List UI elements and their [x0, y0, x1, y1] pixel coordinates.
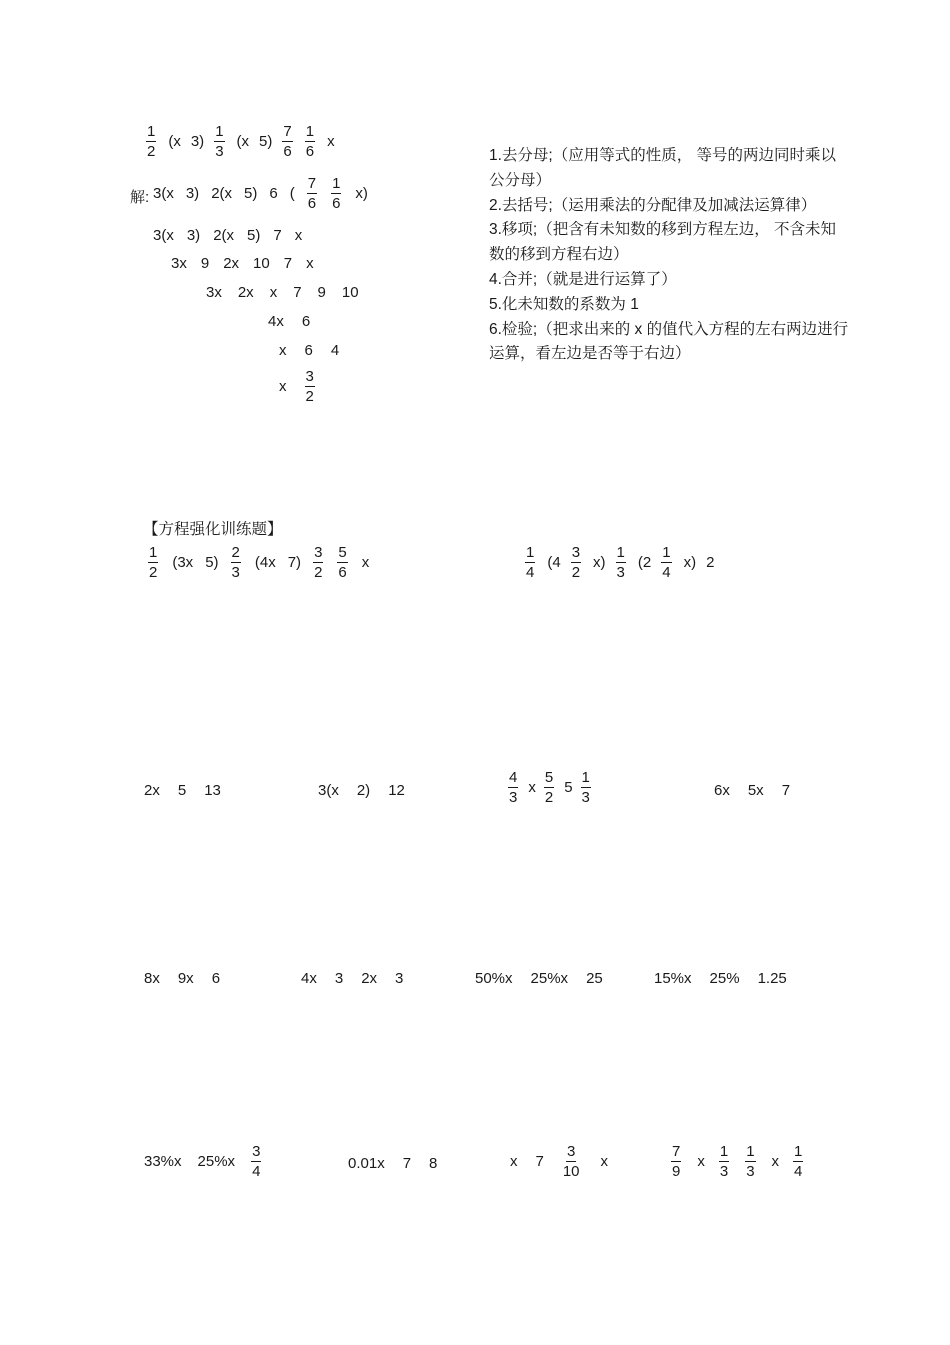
exercise	[523, 545, 714, 580]
math-token: 10	[253, 255, 270, 272]
fraction-numerator: 1	[616, 544, 625, 561]
fraction	[616, 545, 626, 580]
fraction	[671, 1144, 681, 1179]
math-token: 0.01x	[348, 1155, 385, 1172]
math-token: 33%x	[144, 1153, 182, 1170]
math-token: 6	[301, 313, 311, 330]
exercise	[506, 770, 593, 805]
math-token: 6	[269, 185, 278, 202]
fraction-denominator: 2	[314, 564, 323, 581]
math-token: x	[294, 227, 303, 244]
fraction-numerator: 1	[149, 544, 158, 561]
math-token: 5)	[247, 227, 261, 244]
fraction	[305, 124, 315, 159]
math-token: 5x	[747, 782, 764, 799]
fraction-denominator: 3	[746, 1163, 755, 1180]
solution-step	[153, 227, 302, 244]
math-token: x	[279, 342, 287, 359]
fraction	[231, 545, 241, 580]
math-token: 7	[273, 227, 282, 244]
fraction-denominator: 4	[662, 564, 671, 581]
math-token: x	[600, 1153, 609, 1170]
math-token: x	[771, 1153, 780, 1170]
fraction-denominator: 2	[147, 143, 156, 160]
fraction-denominator: 9	[672, 1163, 681, 1180]
math-token: 6	[211, 970, 221, 987]
exercise	[318, 782, 405, 799]
fraction-denominator: 10	[562, 1163, 580, 1180]
math-token: 3(x	[153, 185, 174, 202]
math-token: 25	[586, 970, 603, 987]
math-token: x	[361, 554, 370, 571]
math-token: 2	[706, 554, 715, 571]
fraction-numerator: 7	[307, 175, 317, 192]
math-token: 12	[388, 782, 405, 799]
fraction-denominator: 3	[509, 789, 518, 806]
fraction-numerator: 3	[252, 1143, 261, 1160]
exercise	[144, 1144, 263, 1179]
fraction	[307, 176, 317, 211]
solution-step	[171, 255, 314, 272]
math-token: 8x	[144, 970, 160, 987]
math-token: 5	[177, 782, 187, 799]
math-token: 3(x	[153, 227, 174, 244]
fraction-denominator: 6	[305, 143, 315, 160]
math-token: x	[306, 255, 314, 272]
math-token: 2(x	[213, 227, 235, 244]
math-token: 3)	[190, 133, 205, 150]
exercise	[144, 970, 220, 987]
fraction-denominator: 2	[305, 388, 314, 405]
math-token: x)	[355, 185, 368, 202]
fraction-denominator: 2	[544, 789, 554, 806]
fraction-numerator: 1	[332, 175, 341, 192]
fraction-denominator: 3	[616, 564, 625, 581]
method-step-6: 6.检验;（把求出来的 x 的值代入方程的左右两边进行运算，看左边是否等于右边）	[489, 320, 849, 363]
math-token: 7)	[287, 554, 302, 571]
solution-step	[279, 369, 317, 404]
fraction	[745, 1144, 755, 1179]
fraction-numerator: 3	[567, 1143, 576, 1160]
fraction-denominator: 2	[149, 564, 158, 581]
math-token: 7	[293, 284, 302, 301]
fraction	[525, 545, 535, 580]
fraction-denominator: 4	[252, 1163, 261, 1180]
math-token: 4x	[301, 970, 317, 987]
math-token: (x	[168, 133, 181, 150]
fraction-numerator: 1	[305, 123, 315, 140]
fraction-denominator: 3	[215, 143, 224, 160]
fraction	[148, 545, 158, 580]
math-token: 4	[330, 342, 340, 359]
exercise	[714, 782, 790, 799]
solution-step	[206, 284, 359, 301]
math-token: (4x	[254, 554, 276, 571]
math-token: x	[510, 1153, 518, 1170]
math-token: 5)	[244, 185, 258, 202]
method-step-4: 4.合并;（就是进行运算了）	[489, 270, 677, 288]
fraction-numerator: 1	[746, 1143, 755, 1160]
math-token: (4	[547, 554, 561, 571]
fraction-denominator: 2	[571, 564, 581, 581]
math-token: x	[269, 284, 278, 301]
math-token: 2x	[361, 970, 378, 987]
fraction	[331, 176, 341, 211]
exercise	[348, 1155, 437, 1172]
math-token: 3(x	[318, 782, 339, 799]
exercise	[144, 782, 221, 799]
math-token: (3x	[172, 554, 194, 571]
math-token: 50%x	[475, 970, 513, 987]
solution-step	[268, 313, 310, 330]
fraction-numerator: 1	[662, 544, 671, 561]
math-token: 7	[283, 255, 293, 272]
math-token: 9x	[177, 970, 194, 987]
fraction	[251, 1144, 261, 1179]
fraction	[571, 545, 581, 580]
fraction-denominator: 3	[231, 564, 240, 581]
fraction	[214, 124, 224, 159]
fraction-numerator: 1	[526, 544, 535, 561]
fraction	[305, 369, 315, 404]
math-token: x)	[683, 554, 697, 571]
example-equation	[144, 124, 335, 159]
math-token: (2	[637, 554, 652, 571]
fraction	[313, 545, 323, 580]
math-token: 25%x	[197, 1153, 236, 1170]
fraction-denominator: 6	[283, 143, 292, 160]
fraction-denominator: 6	[307, 195, 317, 212]
fraction	[562, 1144, 581, 1179]
fraction-numerator: 7	[283, 123, 292, 140]
fraction	[661, 545, 671, 580]
exercise	[475, 970, 603, 987]
math-token: 2x	[223, 255, 240, 272]
fraction-numerator: 1	[215, 123, 224, 140]
method-steps	[489, 144, 851, 367]
fraction	[337, 545, 347, 580]
math-token: 25%	[709, 970, 740, 987]
math-token: 2x	[144, 782, 160, 799]
fraction	[508, 770, 518, 805]
math-token: 8	[429, 1155, 438, 1172]
math-token: 9	[200, 255, 210, 272]
math-token: 3x	[206, 284, 222, 301]
fraction	[581, 770, 591, 805]
section-title: 【方程强化训练题】	[143, 521, 283, 538]
fraction-numerator: 1	[719, 1143, 729, 1160]
math-token: 1.25	[757, 970, 787, 987]
math-token: (x	[236, 133, 250, 150]
math-token: (	[289, 185, 295, 202]
fraction-denominator: 6	[338, 564, 347, 581]
math-token: 3)	[186, 227, 201, 244]
fraction-numerator: 7	[672, 1143, 681, 1160]
math-token: 6	[304, 342, 313, 359]
fraction	[719, 1144, 729, 1179]
exercise	[654, 970, 787, 987]
exercise	[146, 545, 369, 580]
math-token: 3)	[185, 185, 200, 202]
method-step-1: 1.去分母;（应用等式的性质， 等号的两边同时乘以公分母）	[489, 147, 837, 189]
math-token: x	[528, 779, 536, 796]
math-token: x)	[593, 554, 606, 571]
math-token: 25%x	[530, 970, 569, 987]
math-token: 2x	[237, 284, 254, 301]
math-token: 7	[402, 1155, 412, 1172]
math-token: x	[697, 1153, 705, 1170]
fraction-numerator: 1	[147, 123, 156, 140]
fraction-denominator: 3	[581, 789, 590, 806]
math-token: x	[327, 133, 335, 150]
fraction-numerator: 5	[338, 544, 347, 561]
fraction-numerator: 3	[571, 544, 581, 561]
math-token: 9	[317, 284, 326, 301]
math-token: 3	[334, 970, 344, 987]
fraction-numerator: 2	[231, 544, 240, 561]
fraction	[544, 770, 554, 805]
solution-label: 解:	[130, 189, 150, 206]
fraction-denominator: 4	[794, 1163, 803, 1180]
method-step-3: 3.移项;（把含有未知数的移到方程左边， 不含未知数的移到方程右边）	[489, 221, 837, 264]
fraction-numerator: 5	[544, 769, 554, 786]
fraction-numerator: 3	[314, 544, 323, 561]
math-token: 2)	[356, 782, 371, 799]
exercise	[510, 1144, 608, 1179]
math-token: 7	[781, 782, 791, 799]
fraction-numerator: 3	[305, 368, 314, 385]
solution-step	[279, 342, 339, 359]
fraction	[282, 124, 292, 159]
math-token: 2(x	[211, 185, 233, 202]
math-token: 3	[395, 970, 404, 987]
fraction	[146, 124, 156, 159]
math-token: 5)	[205, 554, 219, 571]
solution-step	[153, 176, 368, 211]
exercise	[301, 970, 403, 987]
math-token: 5)	[259, 133, 273, 150]
fraction-numerator: 1	[794, 1143, 803, 1160]
math-token: 5	[564, 779, 573, 796]
math-token: x	[279, 378, 287, 395]
math-token: 7	[535, 1153, 544, 1170]
math-token: 10	[341, 284, 359, 301]
math-token: 15%x	[654, 970, 692, 987]
math-token: 13	[204, 782, 221, 799]
method-step-5: 5.化未知数的系数为 1	[489, 295, 639, 313]
math-token: 6x	[714, 782, 730, 799]
method-step-2: 2.去括号;（运用乘法的分配律及加减法运算律）	[489, 196, 817, 214]
math-token: 4x	[268, 313, 284, 330]
fraction	[793, 1144, 803, 1179]
exercise	[669, 1144, 805, 1179]
fraction-numerator: 1	[581, 769, 590, 786]
fraction-denominator: 4	[526, 564, 535, 581]
fraction-denominator: 3	[719, 1163, 729, 1180]
fraction-denominator: 6	[332, 195, 341, 212]
fraction-numerator: 4	[509, 769, 518, 786]
math-token: 3x	[171, 255, 187, 272]
